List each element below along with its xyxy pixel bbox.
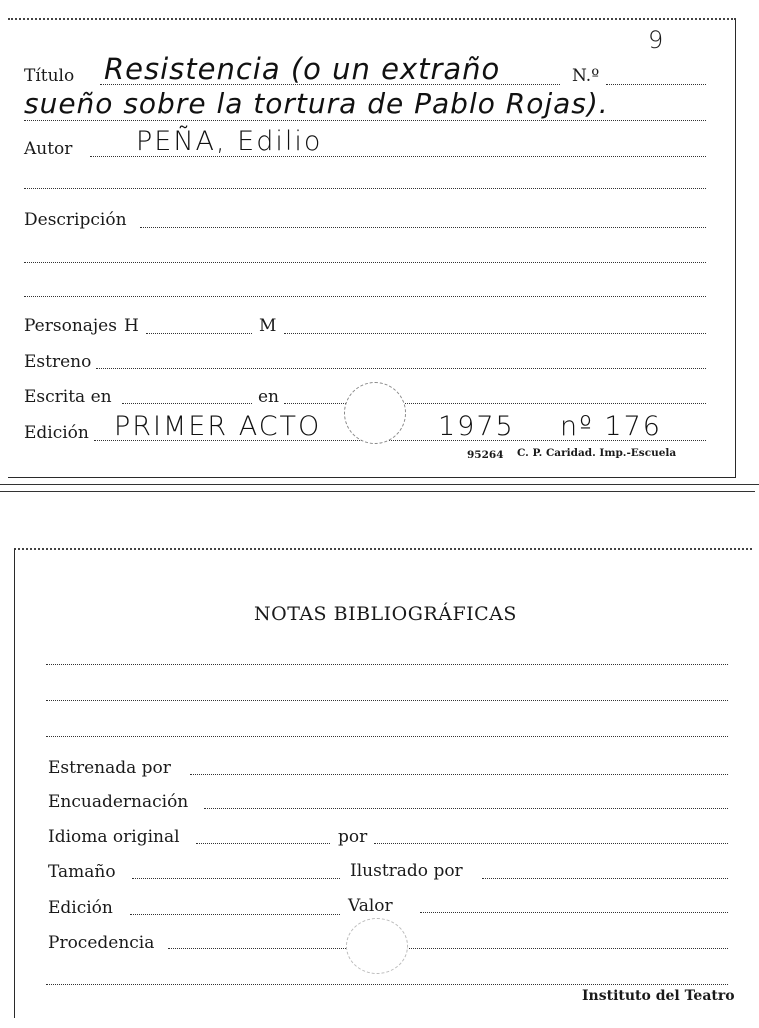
label-procedencia: Procedencia [48, 933, 155, 953]
printer-imprint: C. P. Caridad. Imp.-Escuela [517, 447, 677, 459]
handwritten-title-line2: sueño sobre la tortura de Pablo Rojas). [24, 87, 609, 120]
folio-mark: 9 [648, 26, 664, 54]
label-autor: Autor [24, 139, 73, 159]
field-line-escrita-en [122, 403, 252, 404]
label-valor: Valor [348, 896, 393, 916]
field-line-h [146, 333, 252, 334]
label-escrita-en: Escrita en [24, 387, 112, 407]
field-line-numero [606, 84, 706, 85]
field-line-descripcion-3 [24, 296, 706, 297]
punch-hole [344, 382, 406, 444]
handwritten-edition-number: nº 176 [560, 411, 662, 442]
punch-hole [346, 918, 408, 974]
label-idioma-original: Idioma original [48, 827, 180, 847]
field-line-valor [420, 912, 728, 913]
field-line-edicion-back [130, 914, 340, 915]
label-numero: N.º [572, 66, 600, 86]
handwritten-edition-year: 1975 [438, 411, 515, 442]
handwritten-author: PEÑA, Edilio [136, 126, 323, 157]
institution-imprint: Instituto del Teatro [582, 988, 735, 1004]
printer-code: 95264 [467, 449, 504, 461]
field-line-estreno [96, 368, 706, 369]
label-encuadernacion: Encuadernación [48, 792, 189, 812]
field-line-m [284, 333, 706, 334]
field-line-notes-3 [46, 736, 728, 737]
field-line-bottom [46, 984, 728, 985]
label-por: por [338, 827, 368, 847]
field-line-descripcion [140, 227, 706, 228]
label-m: M [259, 316, 277, 336]
label-descripcion: Descripción [24, 210, 127, 230]
field-line-blank [24, 188, 706, 189]
label-edicion-back: Edición [48, 898, 113, 918]
field-line-estrenada-por [190, 774, 728, 775]
field-line-titulo-2 [24, 120, 706, 121]
field-line-por [374, 843, 728, 844]
field-line-notes-1 [46, 664, 728, 665]
label-estrenada-por: Estrenada por [48, 758, 171, 778]
field-line-descripcion-2 [24, 262, 706, 263]
label-tamano: Tamaño [48, 862, 116, 882]
label-ilustrado-por: Ilustrado por [350, 861, 463, 881]
field-line-tamano [132, 878, 340, 879]
cut-line [0, 484, 759, 485]
label-personajes: Personajes [24, 316, 117, 336]
label-edicion: Edición [24, 423, 89, 443]
handwritten-title-line1: Resistencia (o un extraño [104, 52, 501, 86]
label-h: H [124, 316, 139, 336]
label-en: en [258, 387, 280, 407]
back-title: NOTAS BIBLIOGRÁFICAS [254, 603, 517, 625]
field-line-idioma-original [196, 843, 330, 844]
label-estreno: Estreno [24, 352, 92, 372]
cut-line [0, 491, 755, 492]
field-line-encuadernacion [204, 808, 728, 809]
label-titulo: Título [24, 66, 75, 86]
handwritten-edition: PRIMER ACTO [114, 411, 322, 442]
field-line-procedencia [168, 948, 728, 949]
field-line-notes-2 [46, 700, 728, 701]
field-line-ilustrado-por [482, 878, 728, 879]
